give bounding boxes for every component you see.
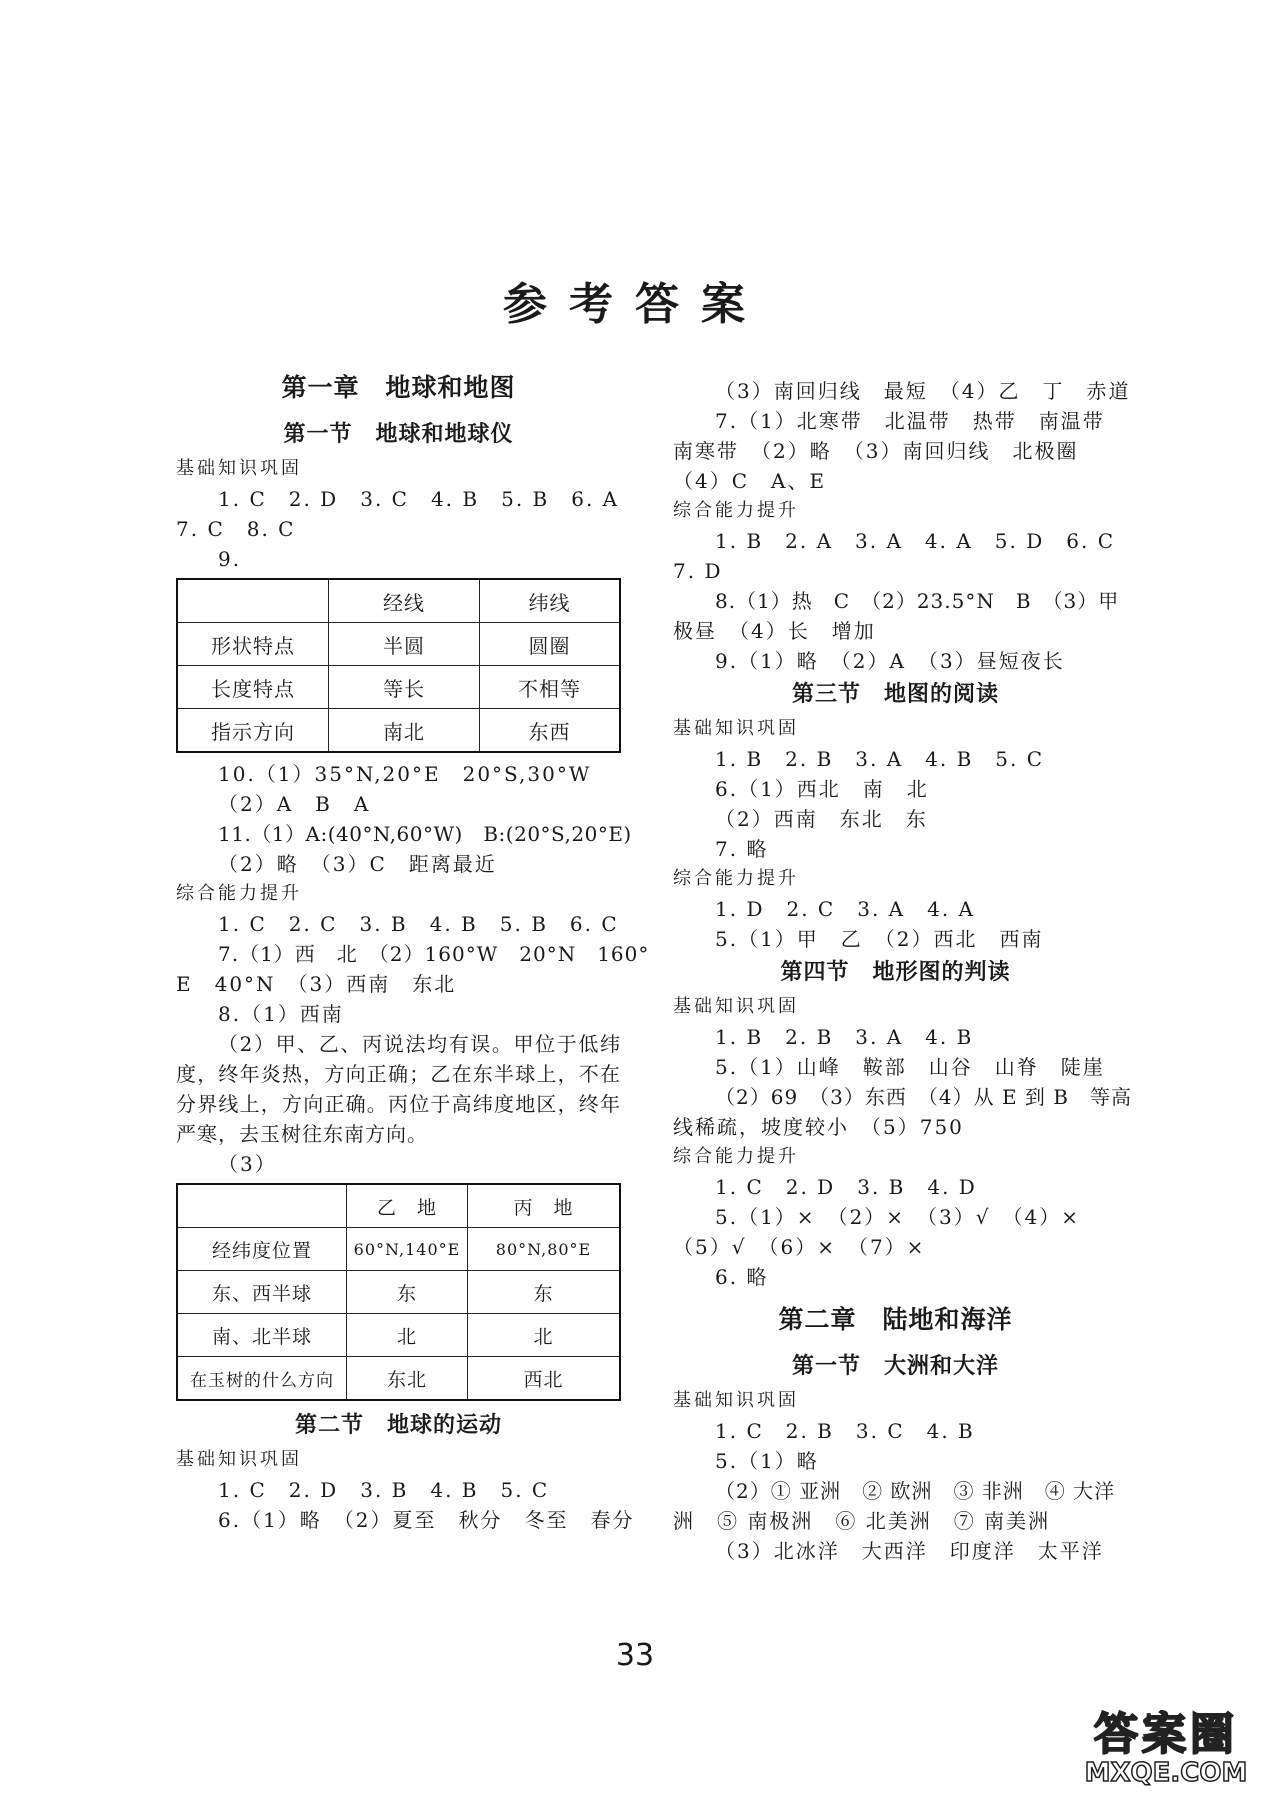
comprehensive-ability-heading: 综合能力提升 [176, 883, 302, 904]
answer-line: 5.（1）× （2）× （3）√ （4）× [715, 1205, 1080, 1229]
table-cell: 北 [347, 1314, 468, 1357]
answer-line: 1. D 2. C 3. A 4. A [715, 897, 975, 921]
table-cell: 东 [468, 1271, 621, 1314]
location-table [176, 1183, 621, 1401]
answer-line: （2）① 亚洲 ② 欧洲 ③ 非洲 ④ 大洋 [715, 1479, 1116, 1503]
table-cell: 经纬度位置 [177, 1228, 347, 1271]
answer-line: （3） [218, 1152, 277, 1176]
answer-line: 8.（1）西南 [218, 1002, 344, 1026]
answer-line: 南寒带 （2）略 （3）南回归线 北极圈 [673, 439, 1079, 463]
answer-line: 7. C 8. C [176, 517, 296, 541]
table-cell [177, 1184, 347, 1228]
table-cell: 半圆 [329, 623, 480, 666]
answer-line: （3）北冰洋 大西洋 印度洋 太平洋 [715, 1539, 1104, 1563]
table-cell: 指示方向 [177, 709, 329, 753]
table-cell: 在玉树的什么方向 [177, 1357, 347, 1401]
right-column [673, 376, 1132, 1566]
answer-line: 10.（1）35°N,20°E 20°S,30°W [218, 762, 592, 786]
table-row [177, 709, 620, 753]
answer-line: （2）略 （3）C 距离最近 [218, 852, 497, 876]
answer-line: （2）A B A [218, 792, 371, 816]
answer-line: 8.（1）热 C （2）23.5°N B （3）甲 [715, 589, 1120, 613]
left-column [176, 360, 650, 1535]
table-cell: 东、西半球 [177, 1271, 347, 1314]
answer-line: 1. C 2. D 3. B 4. D [715, 1175, 977, 1199]
table-cell: 丙 地 [468, 1184, 621, 1228]
answer-line: E 40°N （3）西南 东北 [176, 972, 457, 996]
chapter-2-section-1-title: 第一节 大洲和大洋 [791, 1354, 999, 1379]
answer-line: 1. B 2. B 3. A 4. B [715, 1025, 974, 1049]
table-cell: 北 [468, 1314, 621, 1357]
comprehensive-ability-heading: 综合能力提升 [673, 1146, 799, 1167]
table-row [177, 1228, 620, 1271]
table-cell: 乙 地 [347, 1184, 468, 1228]
table-row [177, 666, 620, 709]
answer-line: 5.（1）略 [715, 1449, 819, 1473]
table-cell [177, 579, 329, 623]
table-cell: 形状特点 [177, 623, 329, 666]
answer-line: 1. C 2. D 3. C 4. B 5. B 6. A [218, 487, 620, 511]
answer-line: 5.（1）山峰 鞍部 山谷 山脊 陡崖 [715, 1055, 1105, 1079]
table-row [177, 1357, 620, 1401]
answer-line: 9. [218, 547, 242, 571]
table-cell: 经线 [329, 579, 480, 623]
answer-line: 极昼 （4）长 增加 [673, 619, 876, 643]
answer-line: 1. B 2. B 3. A 4. B 5. C [715, 747, 1045, 771]
table-cell: 圆圈 [480, 623, 621, 666]
meridian-parallel-table [176, 578, 621, 753]
basic-knowledge-heading: 基础知识巩固 [673, 996, 799, 1017]
basic-knowledge-heading: 基础知识巩固 [673, 718, 799, 739]
table-cell: 等长 [329, 666, 480, 709]
chapter-1-title: 第一章 地球和地图 [281, 373, 516, 402]
answer-line: 线稀疏，坡度较小 （5）750 [673, 1115, 964, 1139]
table-cell: 南、北半球 [177, 1314, 347, 1357]
watermark-text-bottom: MXQE.COM [1084, 1758, 1248, 1788]
table-cell: 南北 [329, 709, 480, 753]
table-header-row [177, 1184, 620, 1228]
section-3-title: 第三节 地图的阅读 [791, 682, 999, 707]
answer-line: （4）C A、E [673, 469, 827, 493]
table-cell: 纬线 [480, 579, 621, 623]
chapter-2-title: 第二章 陆地和海洋 [778, 1305, 1013, 1334]
basic-knowledge-heading: 基础知识巩固 [176, 458, 302, 479]
table-cell: 80°N,80°E [468, 1228, 621, 1271]
answer-line: （3）南回归线 最短 （4）乙 丁 赤道 [715, 379, 1131, 403]
answer-line: 7.（1）北寒带 北温带 热带 南温带 [715, 409, 1105, 433]
table-row [177, 1271, 620, 1314]
table-row [177, 1314, 620, 1357]
table-cell: 西北 [468, 1357, 621, 1401]
comprehensive-ability-heading: 综合能力提升 [673, 500, 799, 521]
table-cell: 60°N,140°E [347, 1228, 468, 1271]
answer-line: 6.（1）略 （2）夏至 秋分 冬至 春分 [218, 1508, 635, 1532]
basic-knowledge-heading: 基础知识巩固 [176, 1449, 302, 1470]
answer-line: 7. 略 [715, 837, 769, 861]
section-2-title: 第二节 地球的运动 [294, 1413, 502, 1438]
answer-line: （2）西南 东北 东 [715, 807, 928, 831]
answer-line: 1. C 2. D 3. B 4. B 5. C [218, 1478, 550, 1502]
table-header-row [177, 579, 620, 623]
answer-line: 1. B 2. A 3. A 4. A 5. D 6. C [715, 529, 1116, 553]
basic-knowledge-heading: 基础知识巩固 [673, 1390, 799, 1411]
answer-line: 1. C 2. C 3. B 4. B 5. B 6. C [218, 912, 619, 936]
table-cell: 东北 [347, 1357, 468, 1401]
answer-line: 7.（1）西 北 （2）160°W 20°N 160° [218, 942, 650, 966]
answer-paragraph: （2）甲、乙、丙说法均有误。甲位于低纬度，终年炎热，方向正确；乙在东半球上，不在分界线上，方向正确。丙位于高纬度地区，终年严寒，去玉树往东南方向。 [176, 1032, 621, 1146]
page-number: 33 [615, 1638, 655, 1673]
comprehensive-ability-heading: 综合能力提升 [673, 868, 799, 889]
answer-line: （2）69 （3）东西 （4）从 E 到 B 等高 [715, 1085, 1132, 1109]
answer-line: 9.（1）略 （2）A （3）昼短夜长 [715, 649, 1065, 673]
section-4-title: 第四节 地形图的判读 [780, 960, 1011, 985]
answer-line: 11.（1）A:(40°N,60°W) B:(20°S,20°E) [218, 822, 632, 846]
section-1-title: 第一节 地球和地球仪 [283, 422, 514, 447]
answer-line: （5）√ （6）× （7）× [673, 1235, 926, 1259]
answer-line: 6. 略 [715, 1265, 769, 1289]
answer-line: 1. C 2. B 3. C 4. B [715, 1419, 975, 1443]
answer-line: 5.（1）甲 乙 （2）西北 西南 [715, 927, 1044, 951]
watermark-logo [1076, 1698, 1256, 1790]
watermark-text-top: 答案圈 [1094, 1709, 1238, 1760]
answer-line: 洲 ⑤ 南极洲 ⑥ 北美洲 ⑦ 南美洲 [673, 1509, 1051, 1533]
answer-line: 7. D [673, 559, 723, 583]
table-cell: 东西 [480, 709, 621, 753]
table-cell: 不相等 [480, 666, 621, 709]
table-row [177, 623, 620, 666]
table-cell: 长度特点 [177, 666, 329, 709]
page-title: 参考答案 [503, 279, 767, 330]
answer-line: 6.（1）西北 南 北 [715, 777, 929, 801]
table-cell: 东 [347, 1271, 468, 1314]
